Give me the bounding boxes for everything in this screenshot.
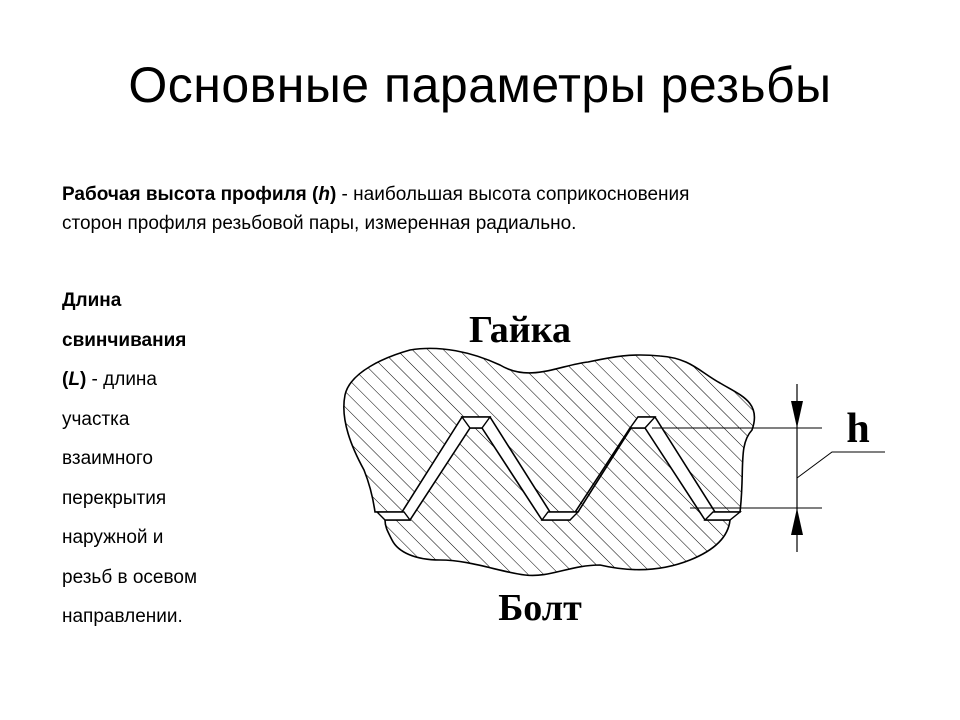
definition-working-height <box>62 180 922 238</box>
definition-engagement-length <box>62 281 322 637</box>
definition-L-line-6: перекрытия <box>62 487 167 509</box>
thread-profile-diagram <box>320 290 900 640</box>
term-length-line-2: свинчивания <box>62 329 187 351</box>
term-length-symbol: (L) <box>62 369 87 390</box>
term-length-line-1: Длина <box>62 290 122 311</box>
definition-h-line-2: сторон профиля резьбовой пары, измеренная радиально. <box>62 213 577 234</box>
h-arrow-bottom <box>791 508 803 535</box>
h-leader-line <box>797 452 885 478</box>
bolt-label: Болт <box>498 587 582 629</box>
definition-L-line-8: резьб в осевом <box>62 566 198 588</box>
definition-L-line-4: участка <box>62 408 130 430</box>
term-working-height: Рабочая высота профиля (h) <box>62 184 337 205</box>
nut-body <box>344 348 755 512</box>
symbol-h: h <box>318 184 330 205</box>
slide-title: Основные параметры резьбы <box>128 57 832 113</box>
symbol-L: L <box>68 369 80 390</box>
height-label: h <box>846 406 870 452</box>
definition-L-line-3: (L) - длина <box>62 369 157 390</box>
definition-L-line-7: наружной и <box>62 527 164 548</box>
nut-label: Гайка <box>468 309 572 351</box>
definition-L-line-9: направлении. <box>62 606 183 627</box>
h-arrow-top <box>791 401 803 428</box>
definition-h-line-1: Рабочая высота профиля (h) - наибольшая высота соприкосновения <box>62 184 690 205</box>
definition-L-line-5: взаимного <box>62 448 153 469</box>
